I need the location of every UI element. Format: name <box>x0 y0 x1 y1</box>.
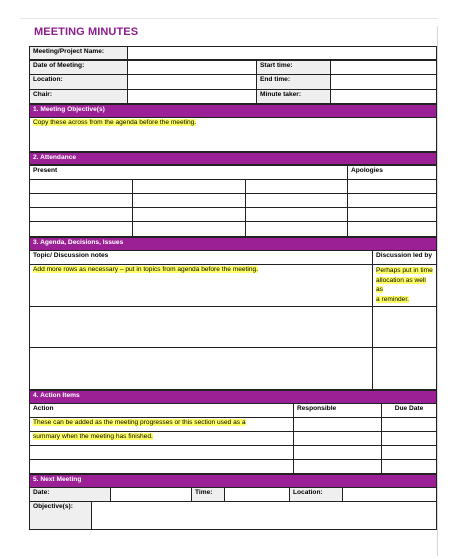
agenda-led-cell[interactable] <box>372 347 437 390</box>
page-right-edge <box>437 26 438 556</box>
attendance-cell[interactable] <box>132 207 246 222</box>
minute-taker-label: Minute taker: <box>256 89 331 104</box>
responsible-cell[interactable] <box>293 431 382 446</box>
next-date-field[interactable] <box>110 487 192 502</box>
agenda-note: Add more rows as necessary – put in topics from agenda before the meeting. <box>33 266 259 273</box>
end-time-label: End time: <box>256 74 331 90</box>
next-objectives-field[interactable] <box>91 501 437 530</box>
start-time-field[interactable] <box>330 60 437 75</box>
action-cell[interactable] <box>29 431 294 446</box>
attendance-cell[interactable] <box>29 221 133 237</box>
action-cell[interactable] <box>29 459 294 474</box>
agenda-led-note-line-2: allocation as well as <box>376 276 426 293</box>
action-header: Action <box>29 403 294 418</box>
responsible-cell[interactable] <box>293 417 382 432</box>
attendance-cell[interactable] <box>347 193 437 208</box>
project-name-label: Meeting/Project Name: <box>29 46 128 60</box>
attendance-cell[interactable] <box>245 221 348 237</box>
attendance-cell[interactable] <box>29 207 133 222</box>
attendance-cell[interactable] <box>132 193 246 208</box>
attendance-cell[interactable] <box>132 179 246 194</box>
topic-header: Topic/ Discussion notes <box>29 250 373 265</box>
attendance-cell[interactable] <box>132 221 246 237</box>
next-objectives-label: Objective(s): <box>29 501 92 530</box>
next-time-label: Time: <box>191 487 225 502</box>
responsible-cell[interactable] <box>293 459 382 474</box>
section-agenda-heading: 3. Agenda, Decisions, Issues <box>29 237 437 251</box>
next-date-label: Date: <box>29 487 111 502</box>
agenda-topic-cell[interactable] <box>29 306 373 348</box>
agenda-led-note-line-1: Perhaps put in time <box>376 267 433 274</box>
agenda-topic-cell[interactable] <box>29 264 373 307</box>
location-label: Location: <box>29 74 128 90</box>
minute-taker-field[interactable] <box>330 89 437 104</box>
attendance-cell[interactable] <box>245 207 348 222</box>
present-header: Present <box>29 165 348 180</box>
due-date-cell[interactable] <box>381 417 437 432</box>
objective-note: Copy these across from the agenda before the meeting. <box>33 119 197 126</box>
attendance-cell[interactable] <box>347 179 437 194</box>
end-time-field[interactable] <box>330 74 437 90</box>
responsible-header: Responsible <box>293 403 382 418</box>
agenda-led-note-line-3: a reminder. <box>376 295 409 303</box>
page-top-edge <box>20 18 438 19</box>
discussion-led-header: Discussion led by <box>372 250 437 265</box>
due-date-header: Due Date <box>381 403 437 418</box>
responsible-cell[interactable] <box>293 445 382 460</box>
action-note-line-2: summary when the meeting has finished. <box>33 433 153 440</box>
page-title: MEETING MINUTES <box>34 26 139 38</box>
action-note-line-1: These can be added as the meeting progresses or this section used as a <box>33 419 246 426</box>
project-name-field[interactable] <box>127 46 437 60</box>
next-time-field[interactable] <box>224 487 290 502</box>
agenda-led-cell[interactable] <box>372 306 437 348</box>
location-field[interactable] <box>127 74 257 90</box>
section-attendance-heading: 2. Attendance <box>29 152 437 165</box>
date-of-meeting-field[interactable] <box>127 60 257 75</box>
section-next-meeting-heading: 5. Next Meeting <box>29 474 437 488</box>
apologies-header: Apologies <box>347 165 437 180</box>
chair-label: Chair: <box>29 89 128 104</box>
action-cell[interactable] <box>29 445 294 460</box>
due-date-cell[interactable] <box>381 445 437 460</box>
due-date-cell[interactable] <box>381 431 437 446</box>
objective-notes[interactable] <box>29 117 437 152</box>
action-cell[interactable] <box>29 417 294 432</box>
section-action-items-heading: 4. Action Items <box>29 390 437 404</box>
attendance-cell[interactable] <box>29 193 133 208</box>
section-objective-heading: 1. Meeting Objective(s) <box>29 104 437 118</box>
attendance-cell[interactable] <box>347 221 437 237</box>
due-date-cell[interactable] <box>381 459 437 474</box>
next-location-label: Location: <box>289 487 343 502</box>
attendance-cell[interactable] <box>245 193 348 208</box>
attendance-cell[interactable] <box>245 179 348 194</box>
date-of-meeting-label: Date of Meeting: <box>29 60 128 75</box>
start-time-label: Start time: <box>256 60 331 75</box>
agenda-topic-cell[interactable] <box>29 347 373 390</box>
chair-field[interactable] <box>127 89 257 104</box>
agenda-led-cell[interactable] <box>372 264 437 307</box>
attendance-cell[interactable] <box>29 179 133 194</box>
next-location-field[interactable] <box>342 487 437 502</box>
attendance-cell[interactable] <box>347 207 437 222</box>
